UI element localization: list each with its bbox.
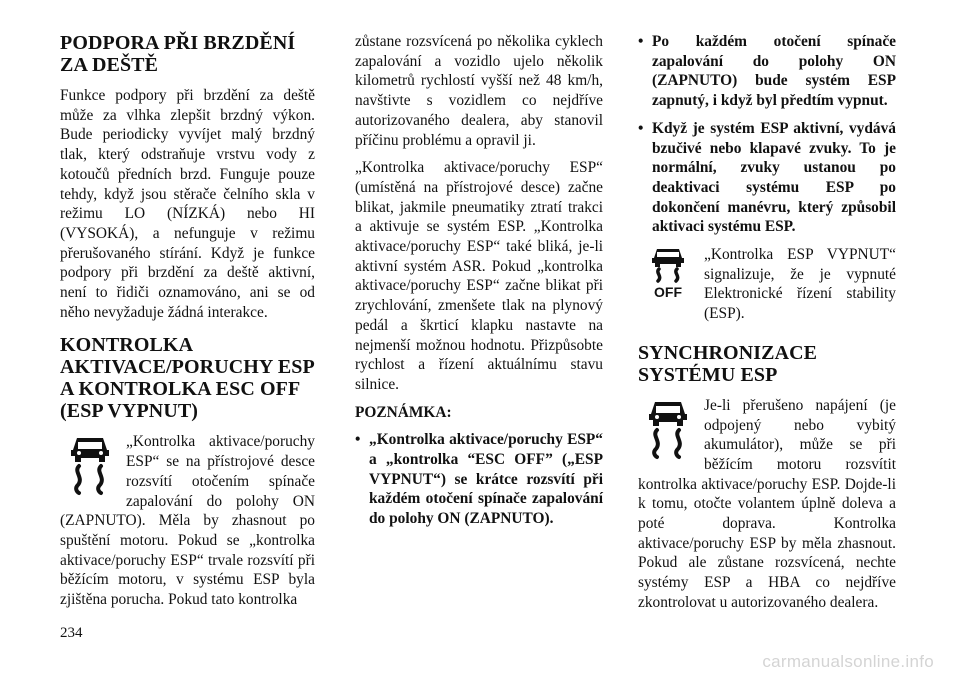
note-title: POZNÁMKA:	[355, 403, 452, 421]
esp-off-block	[638, 245, 896, 332]
paragraph-rain-brake-support: Funkce podpory při brzdění za deště může za vlhka zlepšit brzdný výkon. Bude periodicky vyvíjet malý brzdný tlak, který odstraňuje vrstvu vody z kotoučů předních brzd. Funguje pouze tehdy, když jsou stěrače čelního skla v režimu LO (NÍZKÁ) nebo HI (VYSOKÁ), a nefunguje v režimu přerušovaného stírání. Když je funkce podpory při brzdění za deště aktivní, není to řidiči oznamováno, ani se od něho nevyžaduje žádná interakce.	[60, 87, 315, 321]
column-middle	[355, 32, 603, 537]
paragraph-esp-sync: Je-li přerušeno napájení (je odpojený nebo vybitý akumulátor), může se při běžícím motoru rozsvítit kontrolka aktivace/poruchy ESP. Dojde-li k tomu, otočte volantem úplně doleva a poté doprava. Kontrolka aktivace/poruchy ESP by měla zhasnout. Pokud ale zůstane rozsvícená, nechte systémy ESP a HBA co nejdříve zkontrolovat u autorizovaného dealera.	[638, 396, 896, 611]
watermark: carmanualsonline.info	[762, 652, 934, 671]
paragraph-esp-off: „Kontrolka ESP VYPNUT“ signalizuje, že je vypnuté Elektronické řízení stability (ESP).	[704, 246, 896, 323]
page-number: 234	[60, 625, 83, 641]
paragraph-continued: zůstane rozsvícená po několika cyklech zapalování a vozidlo ujelo několik kilometrů rychlostí vyšší než 48 km/h, navštivte s vozidlem co nejdříve autorizovaného dealera, aby stanovil příčinu problému a opravil ji.	[355, 33, 603, 149]
esp-sync-block	[638, 396, 896, 621]
paragraph-esp-indicator: „Kontrolka aktivace/poruchy ESP“ se na přístrojové desce rozsvítí otočením spínače zapalování do polohy ON (ZAPNUTO). Měla by zhasnout po spuštění motoru. Pokud se „kontrolka aktivace/poruchy ESP“ trvale rozsvítí při běžícím motoru, v systému ESP byla zjištěna porucha. Pokud tato kontrolka	[60, 433, 315, 609]
esp-skid-icon-sync	[638, 396, 698, 468]
esp-skid-icon	[60, 432, 120, 504]
off-label: OFF	[654, 284, 682, 301]
esp-indicator-block	[60, 432, 315, 617]
heading-rain-brake-support: PODPORA PŘI BRZDĚNÍ ZA DEŠTĚ	[60, 32, 296, 76]
bullet-esp-noise: • Když je systém ESP aktivní, vydává bzučivé nebo klapavé zvuky. To je normální, zvuky ustanou po deaktivaci systému ESP po dokončení manévru, který způsobil aktivaci systému ESP.	[638, 119, 896, 237]
esp-off-icon	[638, 245, 698, 309]
heading-esp-sync: SYNCHRONIZACE SYSTÉMU ESP	[638, 341, 818, 386]
column-left	[60, 32, 315, 618]
column-right	[638, 32, 896, 621]
note-list	[355, 430, 603, 529]
note-bullet: • „Kontrolka aktivace/poruchy ESP“ a „kontrolka “ESC OFF” („ESP VYPNUT“) se krátce rozsvítí při každém otočení spínače zapalování do polohy ON (ZAPNUTO).	[355, 430, 603, 529]
heading-esp-indicator: KONTROLKA AKTIVACE/PORUCHY ESP A KONTROLKA ESC OFF (ESP VYPNUT)	[60, 334, 314, 423]
bullet-ignition-reset: • Po každém otočení spínače zapalování do polohy ON (ZAPNUTO) bude systém ESP zapnutý, i když byl předtím vypnut.	[638, 32, 896, 111]
bullet-list	[638, 32, 896, 237]
paragraph-blinking-indicator: „Kontrolka aktivace/poruchy ESP“ (umístěná na přístrojové desce) začne blikat, jakmile pneumatiky ztratí trakci a aktivuje se systém ESP. „Kontrolka aktivace/poruchy ESP“ také bliká, je-li aktivní systém ASR. Pokud „kontrolka aktivace/poruchy ESP“ začne blikat při zrychlování, zmenšete tlak na plynový pedál a škrticí klapku nastavte na nejmenší možnou hodnotu. Přizpůsobte rychlost a řízení aktuálnímu stavu silnice.	[355, 159, 603, 393]
